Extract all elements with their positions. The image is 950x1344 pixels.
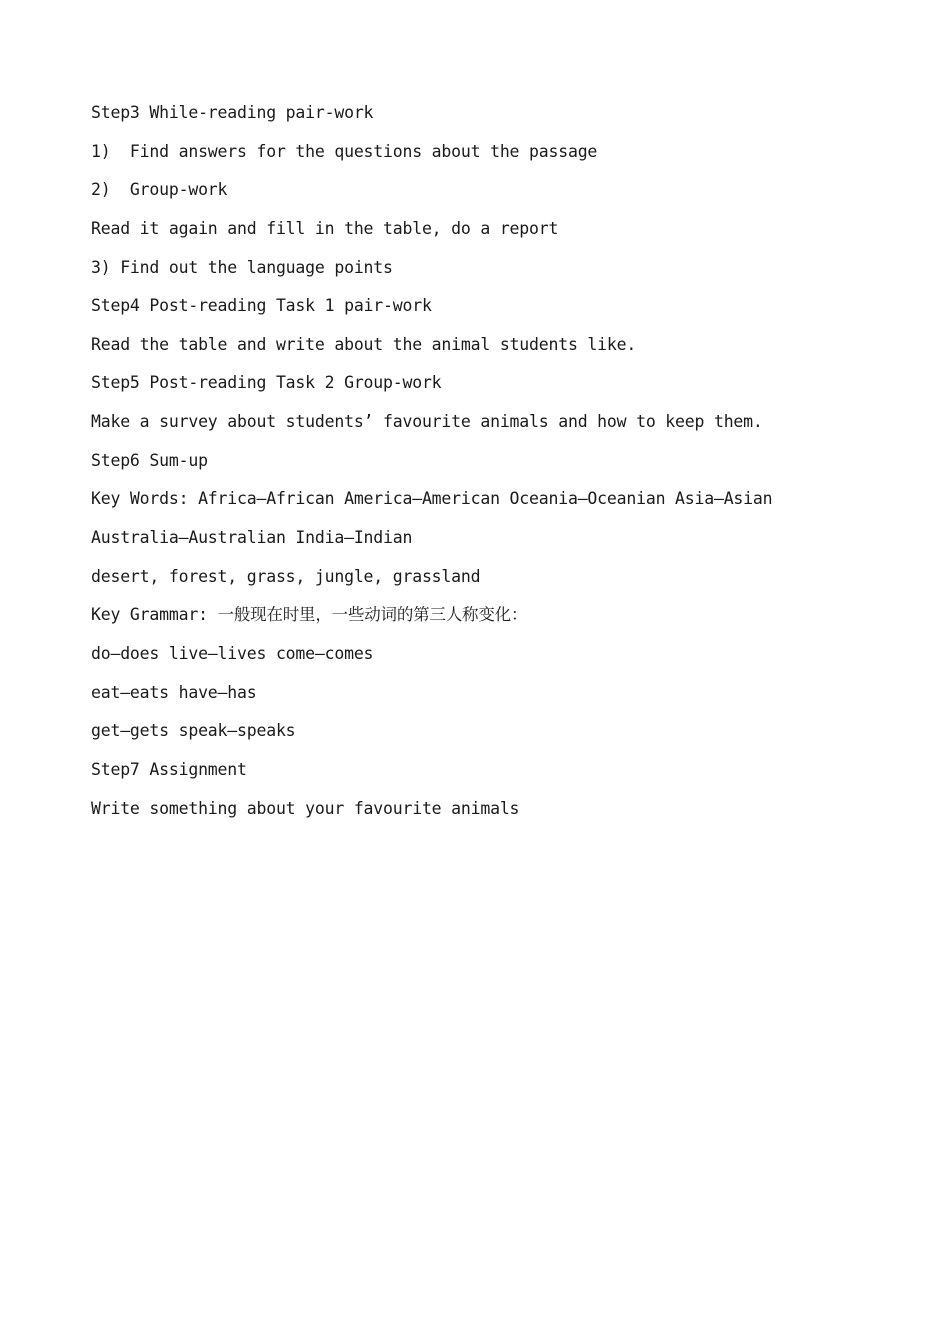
step3-item-3: 3) Find out the language points <box>91 257 393 277</box>
step3-item-2: 2) Group-work <box>91 180 228 200</box>
key-words-line-3: desert, forest, grass, jungle, grassland <box>91 566 481 586</box>
key-words-line-2: Australia—Australian India—Indian <box>91 528 413 548</box>
step3-heading: Step3 While-reading pair-work <box>91 103 374 122</box>
step3-item-1: 1) Find answers for the questions about the passage <box>91 141 598 161</box>
step5-heading: Step5 Post-reading Task 2 Group-work <box>91 373 442 393</box>
step3-item-2-detail: Read it again and fill in the table, do a report <box>91 218 559 238</box>
step5-detail: Make a survey about students’ favourite animals and how to keep them. <box>91 412 763 432</box>
key-grammar-heading: Key Grammar: 一般现在时里，一些动词的第三人称变化： <box>91 605 528 625</box>
grammar-example-3: get—gets speak—speaks <box>91 721 296 741</box>
step4-heading: Step4 Post-reading Task 1 pair-work <box>91 296 432 316</box>
step4-detail: Read the table and write about the animal students like. <box>91 334 637 354</box>
step7-detail: Write something about your favourite animals <box>91 798 520 818</box>
grammar-example-2: eat—eats have—has <box>91 682 257 702</box>
step6-heading: Step6 Sum-up <box>91 450 208 470</box>
key-words-line-1: Key Words: Africa—African America—American Oceania—Oceanian Asia—Asian <box>91 489 773 509</box>
document-body <box>91 101 911 835</box>
step7-heading: Step7 Assignment <box>91 759 247 779</box>
grammar-example-1: do—does live—lives come—comes <box>91 643 374 663</box>
